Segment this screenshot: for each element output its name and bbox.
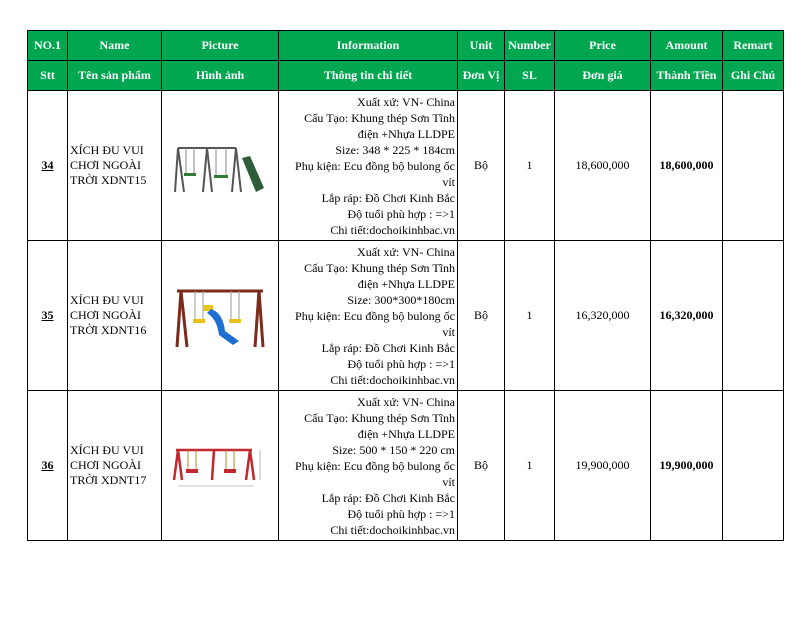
product-picture xyxy=(162,241,279,391)
info-line: điện +Nhựa LLDPE xyxy=(357,276,455,291)
header-row-vietnamese xyxy=(28,61,784,91)
amount-cell: 18,600,000 xyxy=(651,91,723,241)
remark-cell xyxy=(723,241,784,391)
header-unit: Unit xyxy=(458,31,505,61)
info-line: điện +Nhựa LLDPE xyxy=(357,126,455,141)
info-line: vít xyxy=(442,174,455,189)
product-name-line: CHƠI NGOÀI xyxy=(70,458,141,472)
product-name-line: TRỜI XDNT15 xyxy=(70,173,147,187)
product-name-line: XÍCH ĐU VUI xyxy=(70,443,144,457)
product-information xyxy=(279,391,458,541)
info-line: Độ tuổi phù hợp : =>1 xyxy=(347,206,455,221)
info-line: vít xyxy=(442,324,455,339)
info-line: Size: 300*300*180cm xyxy=(347,292,455,307)
table-row xyxy=(28,241,784,391)
unit-cell: Bộ xyxy=(458,241,505,391)
red-frame-swing-set-icon xyxy=(172,442,268,490)
product-name-line: XÍCH ĐU VUI xyxy=(70,293,144,307)
product-name-line: TRỜI XDNT17 xyxy=(70,473,147,487)
header-amount: Amount xyxy=(651,31,723,61)
header-no: NO.1 xyxy=(28,31,68,61)
info-line: Xuất xứ: VN- China xyxy=(357,94,455,109)
info-line: Phụ kiện: Ecu đồng bộ bulong ốc xyxy=(295,458,455,473)
info-line: vít xyxy=(442,474,455,489)
header-picture: Picture xyxy=(162,31,279,61)
header-ten-san-pham: Tên sản phẩm xyxy=(68,61,162,91)
quantity-cell: 1 xyxy=(505,391,555,541)
table-row xyxy=(28,391,784,541)
quantity-cell: 1 xyxy=(505,91,555,241)
unit-cell: Bộ xyxy=(458,391,505,541)
swing-frame-with-blue-slide-icon xyxy=(175,283,265,349)
quantity-cell: 1 xyxy=(505,241,555,391)
swing-set-with-slide-icon xyxy=(174,136,266,196)
product-information xyxy=(279,241,458,391)
row-number: 35 xyxy=(28,241,68,391)
product-quote-table xyxy=(27,30,784,541)
info-line: Xuất xứ: VN- China xyxy=(357,244,455,259)
product-name-line: XÍCH ĐU VUI xyxy=(70,143,144,157)
header-row-english xyxy=(28,31,784,61)
product-name-line: CHƠI NGOÀI xyxy=(70,308,141,322)
info-line: Cấu Tạo: Khung thép Sơn Tĩnh xyxy=(304,260,455,275)
remark-cell xyxy=(723,91,784,241)
header-price: Price xyxy=(555,31,651,61)
info-line: Xuất xứ: VN- China xyxy=(357,394,455,409)
product-information xyxy=(279,91,458,241)
info-line: Lắp ráp: Đồ Chơi Kinh Bắc xyxy=(321,190,455,205)
info-line: Cấu Tạo: Khung thép Sơn Tĩnh xyxy=(304,110,455,125)
row-number: 34 xyxy=(28,91,68,241)
info-line: điện +Nhựa LLDPE xyxy=(357,426,455,441)
header-information: Information xyxy=(279,31,458,61)
info-line: Độ tuổi phù hợp : =>1 xyxy=(347,506,455,521)
header-name: Name xyxy=(68,31,162,61)
info-line: Phụ kiện: Ecu đồng bộ bulong ốc xyxy=(295,158,455,173)
info-line: Size: 348 * 225 * 184cm xyxy=(335,142,455,157)
product-picture xyxy=(162,91,279,241)
product-picture xyxy=(162,391,279,541)
header-stt: Stt xyxy=(28,61,68,91)
info-line: Chi tiết:dochoikinhbac.vn xyxy=(330,372,455,387)
unit-price-cell: 18,600,000 xyxy=(555,91,651,241)
header-sl: SL xyxy=(505,61,555,91)
info-line: Lắp ráp: Đồ Chơi Kinh Bắc xyxy=(321,490,455,505)
header-thong-tin: Thông tin chi tiết xyxy=(279,61,458,91)
unit-price-cell: 16,320,000 xyxy=(555,241,651,391)
amount-cell: 16,320,000 xyxy=(651,241,723,391)
info-line: Cấu Tạo: Khung thép Sơn Tĩnh xyxy=(304,410,455,425)
row-number: 36 xyxy=(28,391,68,541)
product-name xyxy=(68,91,162,241)
info-line: Phụ kiện: Ecu đồng bộ bulong ốc xyxy=(295,308,455,323)
unit-price-cell: 19,900,000 xyxy=(555,391,651,541)
header-don-vi: Đơn Vị xyxy=(458,61,505,91)
info-line: Lắp ráp: Đồ Chơi Kinh Bắc xyxy=(321,340,455,355)
header-hinh-anh: Hình ảnh xyxy=(162,61,279,91)
header-number: Number xyxy=(505,31,555,61)
product-name-line: CHƠI NGOÀI xyxy=(70,158,141,172)
info-line: Chi tiết:dochoikinhbac.vn xyxy=(330,522,455,537)
remark-cell xyxy=(723,391,784,541)
product-name xyxy=(68,241,162,391)
header-thanh-tien: Thành Tiền xyxy=(651,61,723,91)
product-name xyxy=(68,391,162,541)
info-line: Độ tuổi phù hợp : =>1 xyxy=(347,356,455,371)
amount-cell: 19,900,000 xyxy=(651,391,723,541)
header-ghi-chu: Ghi Chú xyxy=(723,61,784,91)
info-line: Size: 500 * 150 * 220 cm xyxy=(332,442,455,457)
header-don-gia: Đơn giá xyxy=(555,61,651,91)
unit-cell: Bộ xyxy=(458,91,505,241)
product-name-line: TRỜI XDNT16 xyxy=(70,323,147,337)
header-remark: Remart xyxy=(723,31,784,61)
info-line: Chi tiết:dochoikinhbac.vn xyxy=(330,222,455,237)
table-row xyxy=(28,91,784,241)
